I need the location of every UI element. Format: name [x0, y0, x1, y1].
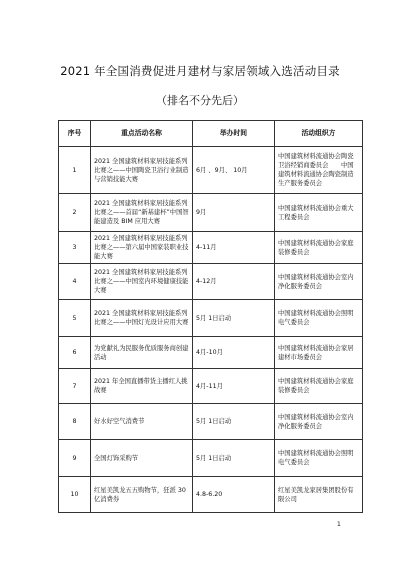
row-event-time: 9月	[193, 194, 275, 232]
row-serial-no: 4	[59, 264, 91, 300]
row-serial-no: 5	[59, 300, 91, 337]
row-activity-name: 2021 全国建筑材料家居技能系列比赛之——首届“新基建杯”中国智能建造及 BIM 应用大赛	[91, 194, 193, 232]
row-activity-name: 好水好空气消费节	[91, 404, 193, 440]
document-title: 2021 年全国消费促进月建材与家居领域入选活动目录	[60, 64, 340, 78]
row-activity-name: 2021 全国建筑材料家居技能系列比赛之——中国陶瓷卫浴行业制造与营销技能大赛	[91, 147, 193, 194]
row-event-time: 5月 1日启动	[193, 300, 275, 337]
table-row	[59, 440, 363, 477]
row-serial-no: 8	[59, 404, 91, 440]
header-serial-no: 序号	[59, 121, 91, 147]
table-row	[59, 369, 363, 404]
row-organizer: 中国建筑材料流通协会陶瓷卫浴经销商委员会 中国建筑材料流通协会陶瓷制造生产服务委员会	[275, 147, 363, 194]
table-row	[59, 477, 363, 513]
table-row	[59, 337, 363, 369]
table-row	[59, 404, 363, 440]
row-activity-name: 2021 全国建筑材料家居技能系列比赛之——第六届中国家装职业技能大赛	[91, 232, 193, 264]
row-serial-no: 9	[59, 440, 91, 477]
table-row	[59, 264, 363, 300]
header-organizer: 活动组织方	[275, 121, 363, 147]
activity-catalog-table	[58, 120, 363, 513]
row-organizer: 中国建筑材料流通协会重大工程委员会	[275, 194, 363, 232]
row-organizer: 中国建筑材料流通协会室内净化服务委员会	[275, 404, 363, 440]
row-organizer: 中国建筑材料流通协会家居建材市场委员会	[275, 337, 363, 369]
row-event-time: 4月-10月	[193, 337, 275, 369]
page-number: 1	[337, 521, 341, 528]
row-event-time: 5月 1日启动	[193, 404, 275, 440]
table-row	[59, 147, 363, 194]
table-row	[59, 194, 363, 232]
row-serial-no: 1	[59, 147, 91, 194]
header-activity-name: 重点活动名称	[91, 121, 193, 147]
table-row	[59, 300, 363, 337]
row-activity-name: 为党献礼为民服务优质服务商创建活动	[91, 337, 193, 369]
row-serial-no: 7	[59, 369, 91, 404]
row-event-time: 4.8-6.20	[193, 477, 275, 513]
row-event-time: 4-12月	[193, 264, 275, 300]
table-header-row	[59, 121, 363, 147]
row-serial-no: 6	[59, 337, 91, 369]
table-row	[59, 232, 363, 264]
row-activity-name: 2021 全国建筑材料家居技能系列比赛之——中国灯光设计应用大赛	[91, 300, 193, 337]
document-subtitle: （排名不分先后）	[156, 94, 244, 107]
row-event-time: 4月-11月	[193, 369, 275, 404]
row-serial-no: 3	[59, 232, 91, 264]
row-activity-name: 全国灯饰采购节	[91, 440, 193, 477]
row-activity-name: 2021 全国建筑材料家居技能系列比赛之——中国室内环境健康技能大赛	[91, 264, 193, 300]
row-organizer: 中国建筑材料流通协会家庭装修委员会	[275, 232, 363, 264]
row-serial-no: 10	[59, 477, 91, 513]
row-event-time: 6月 、9月、 10月	[193, 147, 275, 194]
header-event-time: 举办时间	[193, 121, 275, 147]
row-activity-name: 2021 年全国直播带货主播红人挑战赛	[91, 369, 193, 404]
row-organizer: 中国建筑材料流通协会家庭装修委员会	[275, 369, 363, 404]
row-event-time: 5月 1日启动	[193, 440, 275, 477]
row-serial-no: 2	[59, 194, 91, 232]
row-organizer: 中国建筑材料流通协会照明电气委员会	[275, 300, 363, 337]
row-organizer: 中国建筑材料流通协会照明电气委员会	[275, 440, 363, 477]
row-event-time: 4-11月	[193, 232, 275, 264]
row-activity-name: 红星美凯龙五五购物节，狂派 30 亿消费券	[91, 477, 193, 513]
row-organizer: 红星美凯龙家居集团股份有限公司	[275, 477, 363, 513]
row-organizer: 中国建筑材料流通协会室内净化服务委员会	[275, 264, 363, 300]
